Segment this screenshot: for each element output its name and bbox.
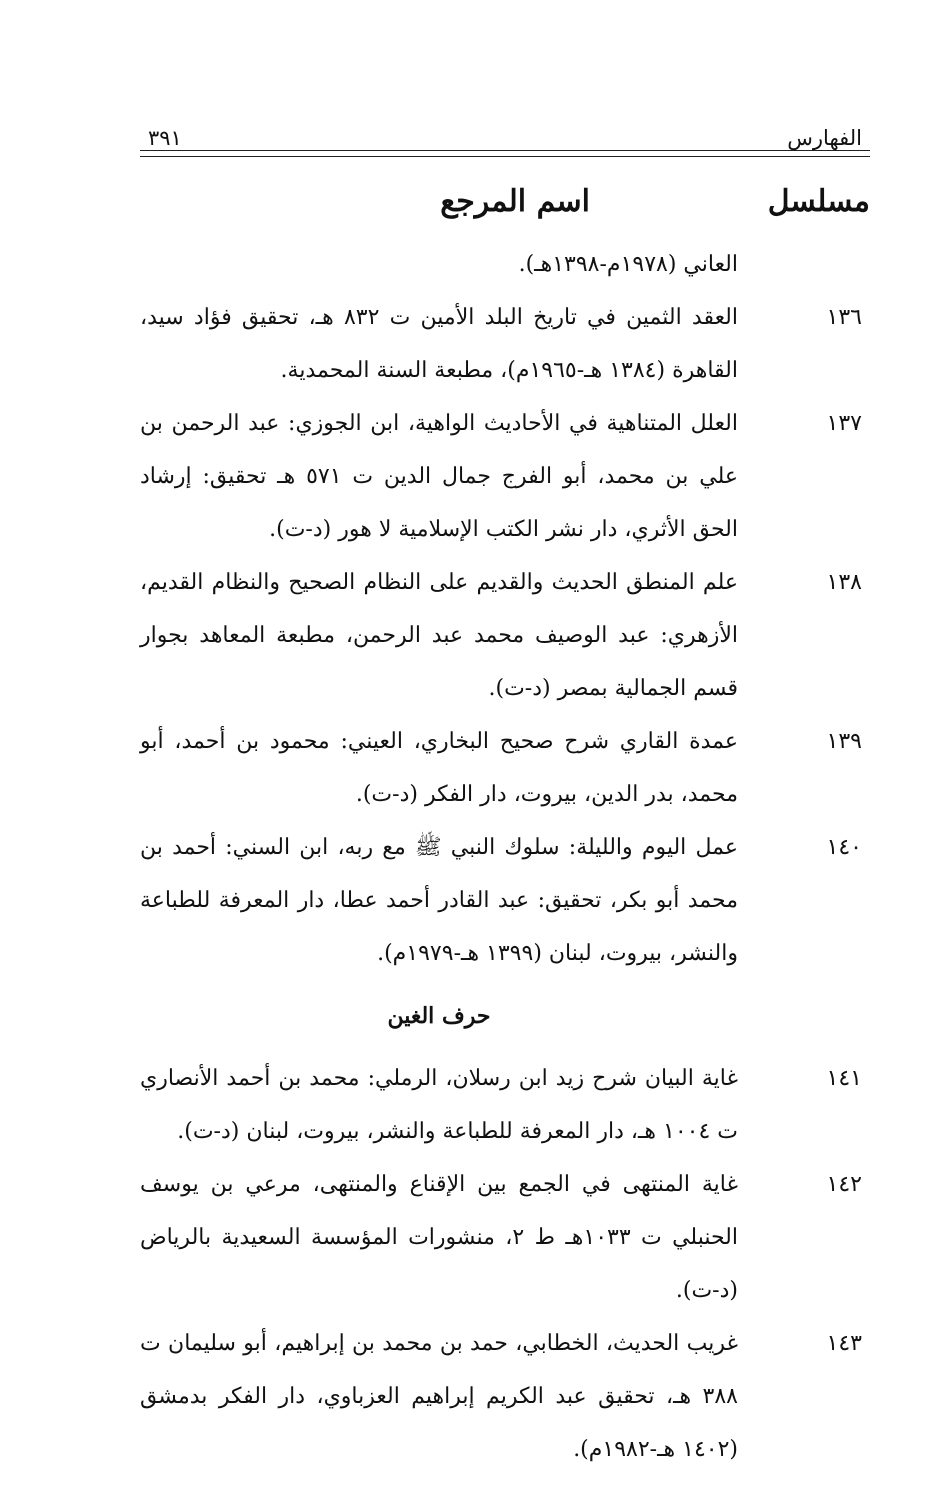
entry-number bbox=[738, 238, 870, 291]
entry-number: ١٣٦ bbox=[826, 305, 862, 330]
entry-number: ١٤٢ bbox=[826, 1172, 862, 1197]
entry-number: ١٣٧ bbox=[826, 411, 862, 436]
entry-number: ١٤٠ bbox=[826, 835, 862, 860]
entry-text: غاية البيان شرح زيد ابن رسلان، الرملي: محمد بن أحمد الأنصاري ت ١٠٠٤ هـ، دار المعرفة للطباعة والنشر، بيروت، لبنان (د-ت). bbox=[140, 1066, 738, 1144]
entry-text: علم المنطق الحديث والقديم على النظام الصحيح والنظام القديم، الأزهري: عبد الوصيف محمد عبد الرحمن، مطبعة المعاهد بجوار قسم الجمالية بمصر (د-ت). bbox=[140, 570, 738, 701]
list-item bbox=[140, 397, 870, 556]
list-item bbox=[140, 1158, 870, 1317]
entry-text: العاني (١٩٧٨م-١٣٩٨هـ). bbox=[518, 252, 738, 277]
list-item bbox=[140, 1317, 870, 1476]
section-heading: حرف الغين bbox=[387, 1003, 491, 1029]
entry-number: ١٣٨ bbox=[826, 570, 862, 595]
reference-column-header: اسم المرجع bbox=[440, 184, 590, 219]
list-item bbox=[140, 556, 870, 715]
section-title: الفهارس bbox=[787, 126, 862, 150]
entry-text: غريب الحديث، الخطابي، حمد بن محمد بن إبراهيم، أبو سليمان ت ٣٨٨ هـ، تحقيق عبد الكريم إبراهيم العزباوي، دار الفكر بدمشق (١٤٠٢ هـ-١٩٨٢م). bbox=[140, 1331, 738, 1462]
serial-column-header: مسلسل bbox=[767, 184, 870, 219]
entry-text: العلل المتناهية في الأحاديث الواهية، ابن الجوزي: عبد الرحمن بن علي بن محمد، أبو الفرج جمال الدين ت ٥٧١ هـ تحقيق: إرشاد الحق الأثري، دار نشر الكتب الإسلامية لا هور (د-ت). bbox=[140, 411, 738, 542]
entry-text: العقد الثمين في تاريخ البلد الأمين ت ٨٣٢ هـ، تحقيق فؤاد سيد، القاهرة (١٣٨٤ هـ-١٩٦٥م)، مطبعة السنة المحمدية. bbox=[140, 305, 738, 383]
running-head bbox=[148, 114, 862, 150]
header-rule-thin bbox=[140, 156, 870, 157]
entry-number: ١٤٣ bbox=[826, 1331, 862, 1356]
list-item bbox=[140, 821, 870, 980]
list-item bbox=[140, 238, 870, 291]
page-number: ٣٩١ bbox=[148, 126, 182, 150]
list-item bbox=[140, 1052, 870, 1158]
list-item bbox=[140, 715, 870, 821]
entry-number: ١٣٩ bbox=[826, 729, 862, 754]
entry-text: عمدة القاري شرح صحيح البخاري، العيني: محمود بن أحمد، أبو محمد، بدر الدين، بيروت، دار الفكر (د-ت). bbox=[140, 729, 738, 807]
header-rule bbox=[140, 150, 870, 151]
entry-number: ١٤١ bbox=[826, 1066, 862, 1091]
entries-list bbox=[140, 238, 870, 1476]
list-item bbox=[140, 291, 870, 397]
entry-text: غاية المنتهى في الجمع بين الإقناع والمنتهى، مرعي بن يوسف الحنبلي ت ١٠٣٣هـ ط ٢، منشورات المؤسسة السعيدية بالرياض (د-ت). bbox=[140, 1172, 738, 1303]
entry-text: عمل اليوم والليلة: سلوك النبي ﷺ مع ربه، ابن السني: أحمد بن محمد أبو بكر، تحقيق: عبد القادر أحمد عطا، دار المعرفة للطباعة والنشر، بيروت، لبنان (١٣٩٩ هـ-١٩٧٩م). bbox=[140, 835, 738, 966]
